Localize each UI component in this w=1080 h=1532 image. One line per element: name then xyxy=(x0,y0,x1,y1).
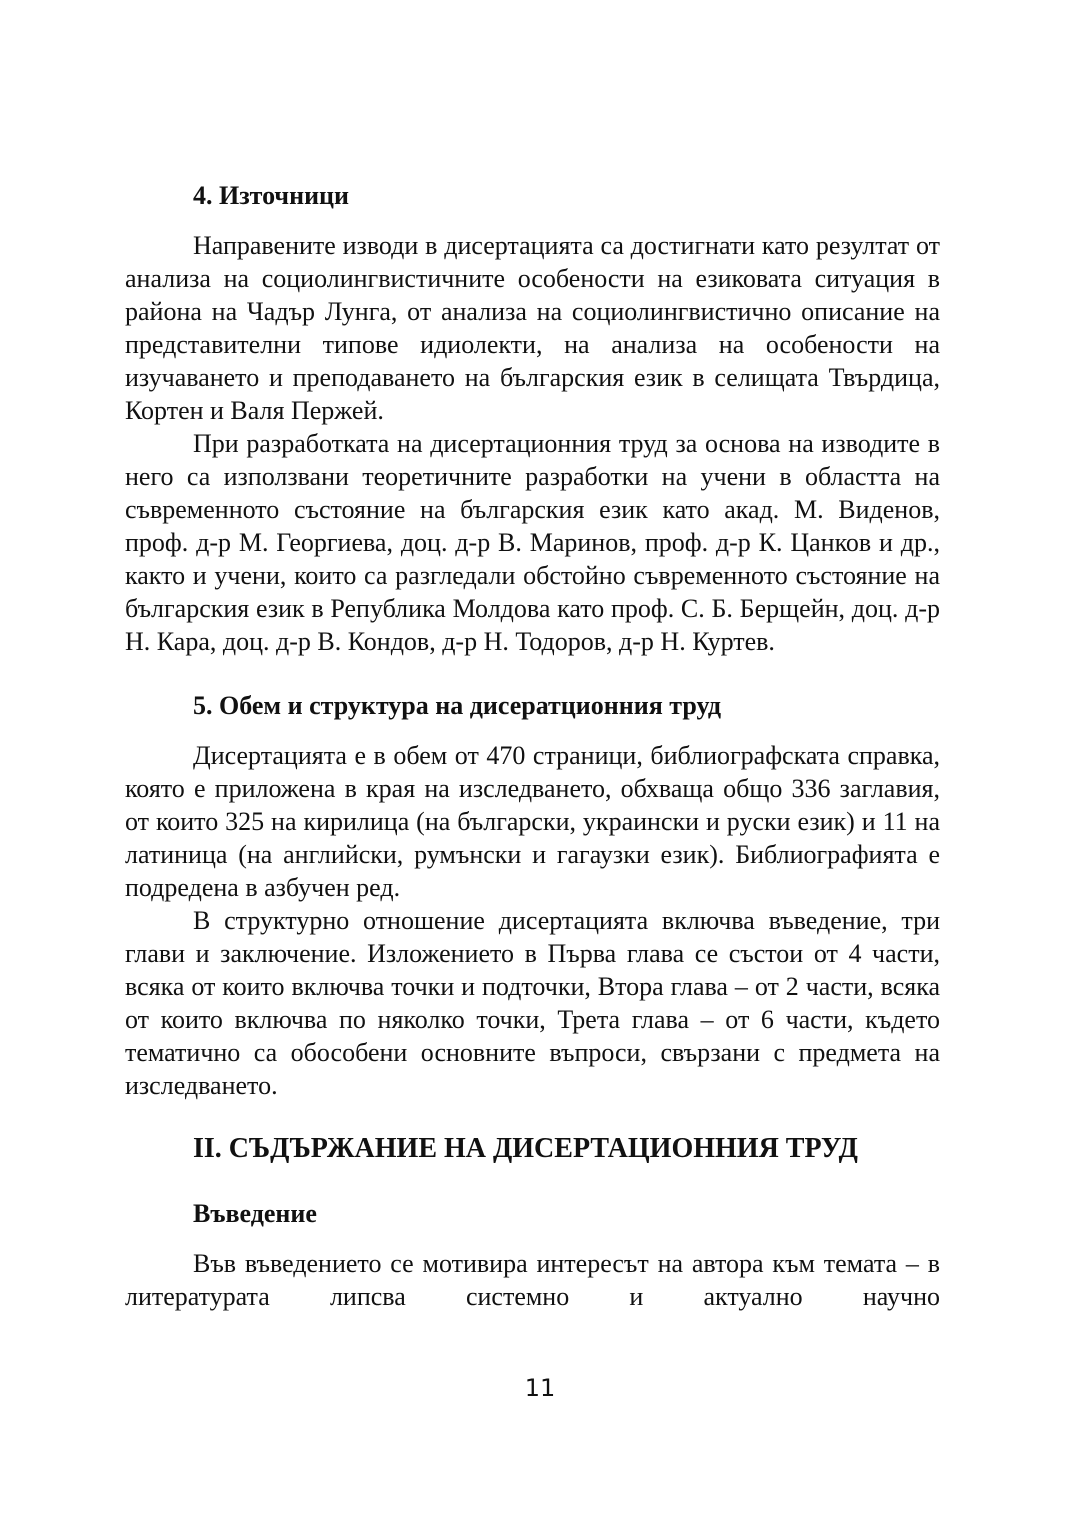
page-content xyxy=(125,178,940,1313)
section-4-heading: 4. Източници xyxy=(193,181,350,210)
section-5-paragraph-2: В структурно отношение дисертацията включва въведение, три глави и заключение. Изложението в Първа глава се състои от 4 части, всяка от които включва точки и подточки, Втора глава – от 2 части, всяка от които включва по няколко точки, Трета глава – от 6 части, където тематично са обособени основните въпроси, свързани с предмета на изследването. xyxy=(125,906,940,1100)
section-4-paragraph-2: При разработката на дисертационния труд за основа на изводите в него са използвани теоретичните разработки на учени в областта на съвременното състояние на българския език като акад. М. Виденов, проф. д-р М. Георгиева, доц. д-р В. Маринов, проф. д-р К. Цанков и др., както и учени, които са разгледали обстойно съвременното състояние на българския език в Република Молдова като проф. С. Б. Берщейн, доц. д-р Н. Кара, доц. д-р В. Кондов, д-р Н. Тодоров, д-р Н. Куртев. xyxy=(125,429,940,656)
section-5-heading: 5. Обем и структура на дисератционния труд xyxy=(193,691,721,720)
section-5-paragraph-1: Дисертацията е в обем от 470 страници, библиографската справка, която е приложена в края на изследването, обхваща общо 336 заглавия, от които 325 на кирилица (на български, украински и руски език) и 11 на латиница (на английски, румънски и гагаузки език). Библиографията е подредена в азбучен ред. xyxy=(125,741,940,902)
introduction-paragraph-1: Във въведението се мотивира интересът на автора към темата – в литературата липсва системно и актуално научно xyxy=(125,1249,940,1311)
page-number: 11 xyxy=(524,1374,556,1402)
section-4-paragraph-1: Направените изводи в дисертацията са достигнати като резултат от анализа на социолингвистичните особености на езиковата ситуация в района на Чадър Лунга, от анализа на социолингвистично описание на представителни типове идиолекти, на анализа на особености на изучаването и преподаването на българския език в селищата Твърдица, Кортен и Валя Пержей. xyxy=(125,231,940,425)
part-2-heading: II. СЪДЪРЖАНИЕ НА ДИСЕРТАЦИОННИЯ ТРУД xyxy=(193,1133,858,1164)
introduction-heading: Въведение xyxy=(193,1199,317,1228)
